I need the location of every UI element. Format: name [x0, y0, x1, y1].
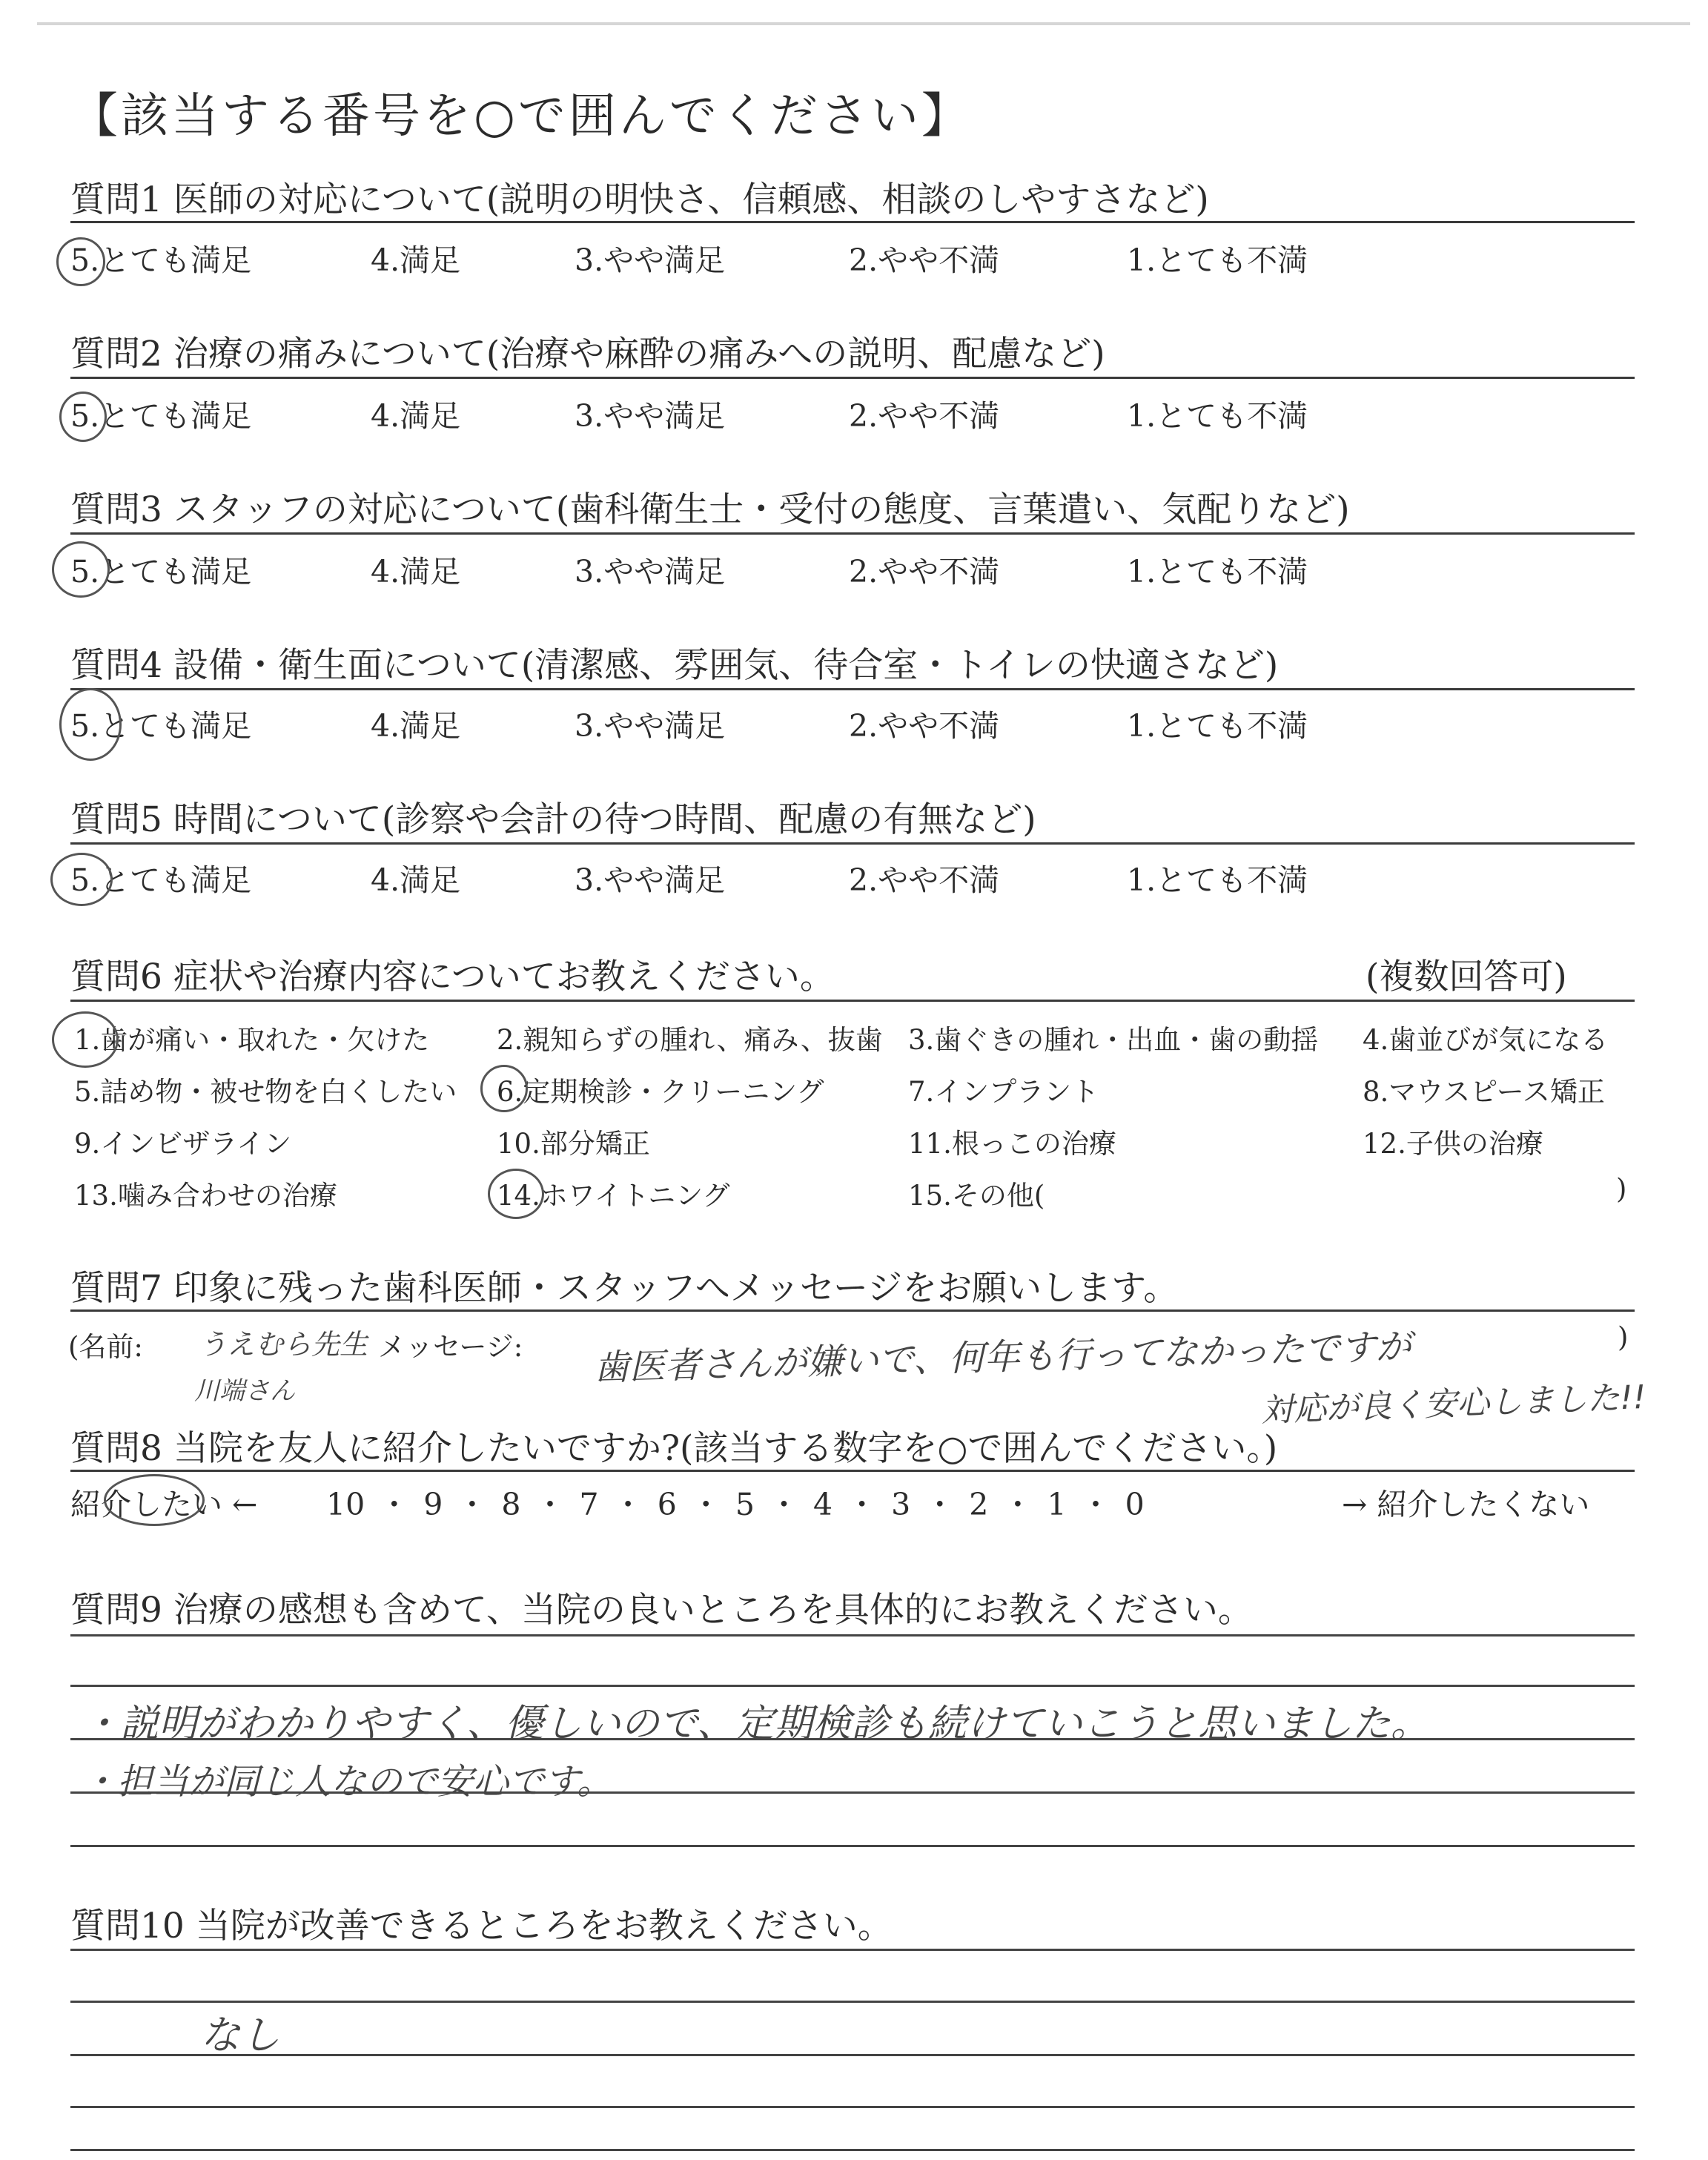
q7-message-handwritten: 歯医者さんが嫌いで、何年も行ってなかったですが [593, 1326, 1412, 1389]
q4-option-2[interactable]: 2.やや不満 [849, 708, 1000, 744]
q6-item-14[interactable]: 14.ホワイトニング [497, 1180, 730, 1212]
q1-option-2[interactable]: 2.やや不満 [849, 242, 1000, 278]
q7-name-prefix: (名前: [68, 1331, 143, 1363]
question-9-label: 質問9 治療の感想も含めて、当院の良いところを具体的にお教えください。 [70, 1590, 1253, 1631]
q5-option-5[interactable]: 5.とても満足 [70, 862, 252, 898]
question-6-note: (複数回答可) [1366, 957, 1567, 997]
q9-answer-1: ・説明がわかりやすく、優しいので、定期検診も続けていこうと思いました。 [82, 1702, 1429, 1746]
question-1-label: 質問1 医師の対応について(説明の明快さ、信頼感、相談のしやすさなど) [70, 179, 1209, 220]
q6-item-3[interactable]: 3.歯ぐきの腫れ・出血・歯の動揺 [908, 1024, 1319, 1056]
question-7-label: 質問7 印象に残った歯科医師・スタッフへメッセージをお願いします。 [70, 1268, 1179, 1309]
q6-item-1[interactable]: 1.歯が痛い・取れた・欠けた [74, 1024, 430, 1056]
q7-name-handwritten: うえむら先生 [199, 1328, 368, 1361]
top-border [37, 22, 1690, 25]
q3-option-2[interactable]: 2.やや不満 [849, 554, 1000, 589]
q7-name-handwritten-2: 川端さん [194, 1376, 295, 1406]
question-7-rule [70, 1309, 1635, 1312]
q8-selection-circle [104, 1474, 205, 1526]
q10-line-4 [70, 2106, 1635, 2108]
q9-answer-2: ・担当が同じ人なので安心です。 [82, 1761, 613, 1803]
q6-item-7[interactable]: 7.インプラント [908, 1076, 1099, 1108]
q5-option-1[interactable]: 1.とても不満 [1127, 862, 1308, 898]
q6-item-15[interactable]: 15.その他( [908, 1180, 1045, 1212]
q6-selection-circle-6 [480, 1065, 528, 1112]
q6-item-13[interactable]: 13.噛み合わせの治療 [74, 1180, 337, 1212]
q4-option-4[interactable]: 4.満足 [371, 708, 461, 744]
q7-close-paren: ) [1618, 1321, 1629, 1353]
q8-right-label: → 紹介したくない [1342, 1487, 1590, 1522]
q2-option-2[interactable]: 2.やや不満 [849, 398, 1000, 434]
q6-item-5[interactable]: 5.詰め物・被せ物を白くしたい [74, 1076, 457, 1108]
page-title: 【該当する番号を○で囲んでください】 [70, 89, 972, 144]
q7-message-handwritten-2: 対応が良く安心しました!! [1260, 1378, 1647, 1430]
question-8-label: 質問8 当院を友人に紹介したいですか?(該当する数字を○で囲んでください。) [70, 1428, 1278, 1469]
q4-option-3[interactable]: 3.やや満足 [575, 708, 726, 744]
q1-option-3[interactable]: 3.やや満足 [575, 242, 726, 278]
q6-item-10[interactable]: 10.部分矯正 [497, 1128, 650, 1160]
q8-scale[interactable]: 10 ・ 9 ・ 8 ・ 7 ・ 6 ・ 5 ・ 4 ・ 3 ・ 2 ・ 1 ・ 0 [326, 1487, 1145, 1522]
question-4-rule [70, 688, 1635, 690]
q10-line-5 [70, 2149, 1635, 2151]
q6-item-15-close: ) [1616, 1173, 1627, 1205]
q2-option-3[interactable]: 3.やや満足 [575, 398, 726, 434]
question-4-label: 質問4 設備・衛生面について(清潔感、雰囲気、待合室・トイレの快適さなど) [70, 645, 1279, 686]
question-5-label: 質問5 時間について(診察や会計の待つ時間、配慮の有無など) [70, 799, 1036, 840]
q6-item-9[interactable]: 9.インビザライン [74, 1128, 292, 1160]
q2-option-5[interactable]: 5.とても満足 [70, 398, 252, 434]
question-6-label: 質問6 症状や治療内容についてお教えください。 [70, 957, 835, 997]
q1-selection-circle [56, 237, 105, 286]
q6-item-2[interactable]: 2.親知らずの腫れ、痛み、抜歯 [497, 1024, 883, 1056]
q7-message-prefix: メッセージ: [378, 1331, 523, 1363]
q9-line-1 [70, 1634, 1635, 1636]
question-3-rule [70, 532, 1635, 535]
question-8-rule [70, 1470, 1635, 1472]
q3-option-4[interactable]: 4.満足 [371, 554, 461, 589]
question-5-rule [70, 842, 1635, 845]
q2-option-1[interactable]: 1.とても不満 [1127, 398, 1308, 434]
q8-left-label: 紹介したい ← [70, 1487, 258, 1522]
question-6-rule [70, 1000, 1635, 1002]
q4-option-5[interactable]: 5.とても満足 [70, 708, 252, 744]
q3-option-5[interactable]: 5.とても満足 [70, 554, 252, 589]
q3-option-1[interactable]: 1.とても不満 [1127, 554, 1308, 589]
q6-item-12[interactable]: 12.子供の治療 [1363, 1128, 1543, 1160]
q4-selection-circle [59, 688, 122, 761]
q10-line-1 [70, 1949, 1635, 1951]
q5-option-2[interactable]: 2.やや不満 [849, 862, 1000, 898]
q4-option-1[interactable]: 1.とても不満 [1127, 708, 1308, 744]
question-10-label: 質問10 当院が改善できるところをお教えください。 [70, 1906, 893, 1946]
question-1-rule [70, 221, 1635, 223]
q2-option-4[interactable]: 4.満足 [371, 398, 461, 434]
q9-line-2 [70, 1685, 1635, 1687]
question-3-label: 質問3 スタッフの対応について(歯科衛生士・受付の態度、言葉遣い、気配りなど) [70, 489, 1350, 530]
q6-item-8[interactable]: 8.マウスピース矯正 [1363, 1076, 1605, 1108]
q10-answer: なし [200, 2012, 280, 2058]
q6-item-11[interactable]: 11.根っこの治療 [908, 1128, 1116, 1160]
q5-option-4[interactable]: 4.満足 [371, 862, 461, 898]
question-2-rule [70, 377, 1635, 379]
q3-selection-circle [52, 541, 110, 598]
q10-line-3 [70, 2054, 1635, 2056]
q6-selection-circle-1 [52, 1011, 119, 1068]
q3-option-3[interactable]: 3.やや満足 [575, 554, 726, 589]
q5-selection-circle [50, 853, 113, 906]
q6-item-4[interactable]: 4.歯並びが気になる [1363, 1024, 1609, 1056]
q1-option-4[interactable]: 4.満足 [371, 242, 461, 278]
question-2-label: 質問2 治療の痛みについて(治療や麻酔の痛みへの説明、配慮など) [70, 334, 1105, 374]
q1-option-5[interactable]: 5.とても満足 [70, 242, 252, 278]
q6-selection-circle-14 [488, 1169, 544, 1219]
q2-selection-circle [59, 392, 107, 442]
q5-option-3[interactable]: 3.やや満足 [575, 862, 726, 898]
q10-line-2 [70, 2001, 1635, 2003]
q6-item-6[interactable]: 6.定期検診・クリーニング [497, 1076, 824, 1108]
q9-line-5 [70, 1845, 1635, 1847]
q1-option-1[interactable]: 1.とても不満 [1127, 242, 1308, 278]
